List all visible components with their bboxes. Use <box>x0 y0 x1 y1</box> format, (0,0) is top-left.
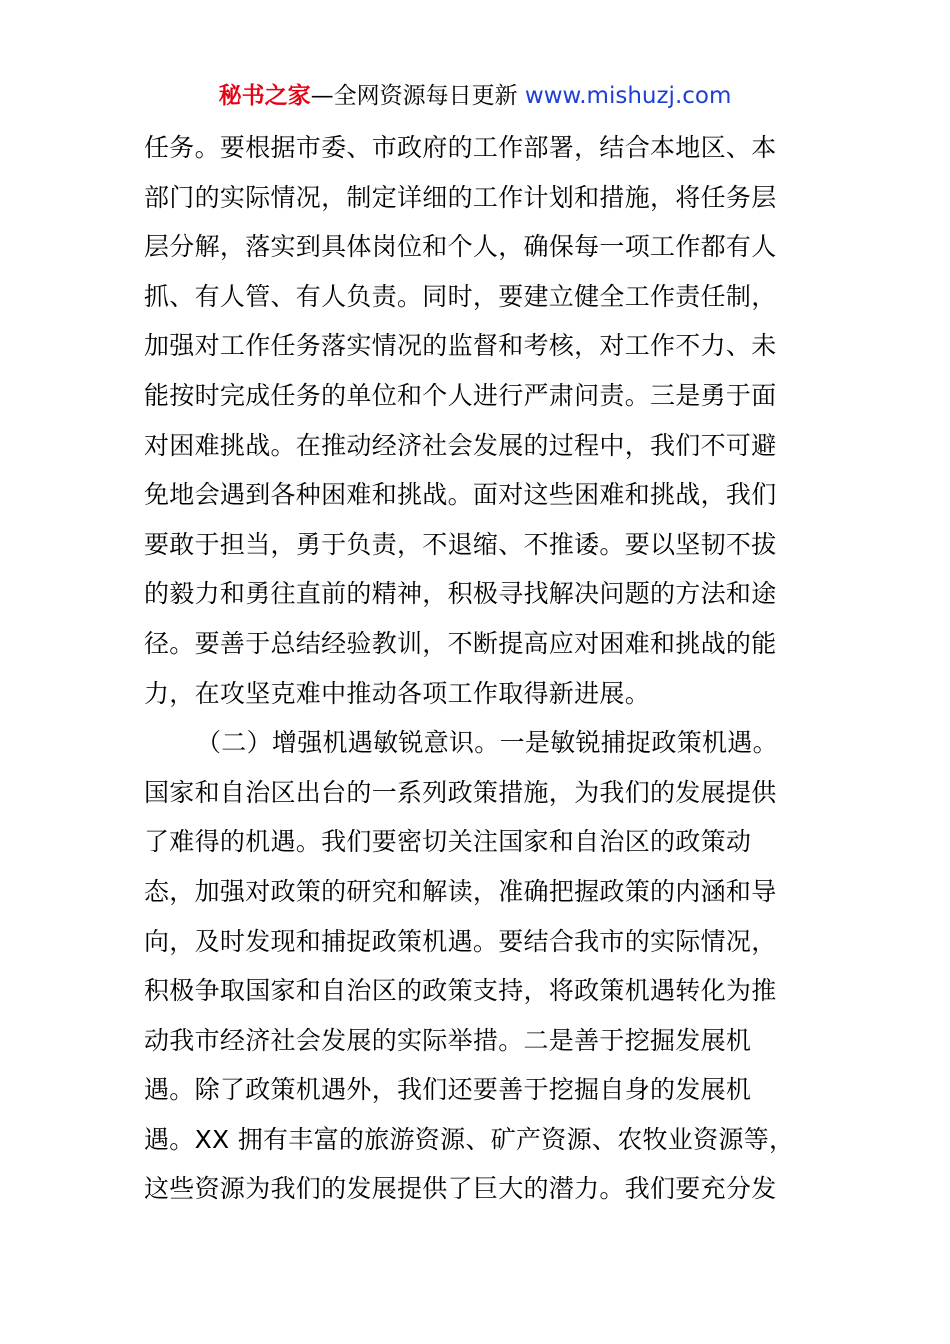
text-line: 遇。XX 拥有丰富的旅游资源、矿产资源、农牧业资源等， <box>144 1124 795 1154</box>
text-line: 了难得的机遇。我们要密切关注国家和自治区的政策动 <box>144 827 752 857</box>
text-line: 加强对工作任务落实情况的监督和考核，对工作不力、未 <box>144 331 777 361</box>
document-body <box>144 123 809 1214</box>
text-line: 部门的实际情况，制定详细的工作计划和措施，将任务层 <box>144 182 777 212</box>
text-line: 向，及时发现和捕捉政策机遇。要结合我市的实际情况， <box>144 926 777 956</box>
text-line: 动我市经济社会发展的实际举措。二是善于挖掘发展机 <box>144 1025 752 1055</box>
site-header <box>0 80 950 112</box>
text-line: 态，加强对政策的研究和解读，准确把握政策的内涵和导 <box>144 876 777 906</box>
text-line: 国家和自治区出台的一系列政策措施，为我们的发展提供 <box>144 777 777 807</box>
site-tagline: —全网资源每日更新 <box>310 83 525 109</box>
text-line: 层分解，落实到具体岗位和个人，确保每一项工作都有人 <box>144 232 777 262</box>
text-line: 的毅力和勇往直前的精神，积极寻找解决问题的方法和途 <box>144 579 777 609</box>
section-heading-line: （二）增强机遇敏锐意识。一是敏锐捕捉政策机遇。 <box>196 728 778 758</box>
site-brand: 秘书之家 <box>218 83 311 109</box>
site-url-link[interactable]: www.mishuzj.com <box>524 83 732 109</box>
text-line: 积极争取国家和自治区的政策支持，将政策机遇转化为推 <box>144 976 777 1006</box>
text-line: 能按时完成任务的单位和个人进行严肃问责。三是勇于面 <box>144 380 777 410</box>
text-line: 对困难挑战。在推动经济社会发展的过程中，我们不可避 <box>144 430 777 460</box>
text-line: 径。要善于总结经验教训，不断提高应对困难和挑战的能 <box>144 628 777 658</box>
text-line: 这些资源为我们的发展提供了巨大的潜力。我们要充分发 <box>144 1174 777 1204</box>
text-line: 抓、有人管、有人负责。同时，要建立健全工作责任制， <box>144 281 777 311</box>
text-line: 任务。要根据市委、市政府的工作部署，结合本地区、本 <box>144 133 777 162</box>
text-line: 力，在攻坚克难中推动各项工作取得新进展。 <box>144 678 651 708</box>
text-line: 要敢于担当，勇于负责，不退缩、不推诿。要以坚韧不拔 <box>144 529 777 559</box>
text-line: 遇。除了政策机遇外，我们还要善于挖掘自身的发展机 <box>144 1075 752 1105</box>
text-line: 免地会遇到各种困难和挑战。面对这些困难和挑战，我们 <box>144 480 777 510</box>
